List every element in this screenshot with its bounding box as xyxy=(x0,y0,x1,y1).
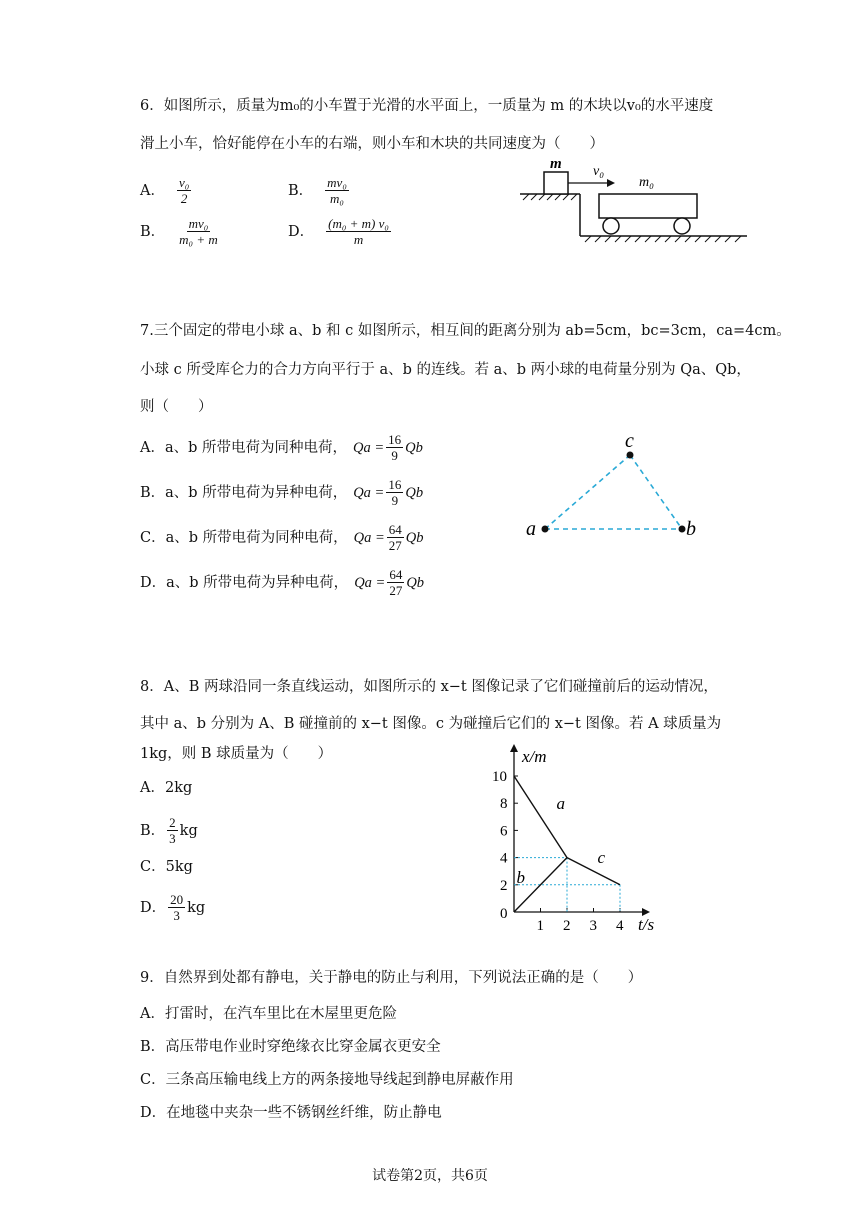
series-label-a: a xyxy=(556,793,565,813)
y-axis-label: x/m xyxy=(522,747,547,766)
fraction: $\frac{20}{3}$ xyxy=(170,892,184,923)
q6-option-a[interactable] xyxy=(140,175,193,206)
q7-option-d[interactable] xyxy=(140,567,424,598)
ball-a xyxy=(542,526,549,533)
fraction: $\frac{64}{27}$ xyxy=(389,567,403,598)
formula-rhs: Qb xyxy=(406,574,425,591)
velocity-label: v₀ xyxy=(593,164,605,179)
fraction: $\frac{\text{(m₀ + m) v₀}}{m}$ xyxy=(328,216,389,247)
q9-option-b[interactable]: B．高压带电作业时穿绝缘衣比穿金属衣更安全 xyxy=(140,1039,441,1055)
page-footer: 试卷第2页，共6页 xyxy=(372,1168,488,1184)
option-label: B． xyxy=(140,223,166,240)
arrow-head xyxy=(607,179,615,187)
option-text: a、b 所带电荷为同种电荷， xyxy=(165,529,348,546)
y-tick-label: 8 xyxy=(500,796,508,813)
cart-wheel-left xyxy=(603,218,619,234)
block xyxy=(544,172,568,194)
option-label: A． xyxy=(140,439,165,456)
origin-label: 0 xyxy=(500,906,508,922)
unit: kg xyxy=(187,899,206,916)
option-label: B． xyxy=(140,822,166,839)
series-line-c xyxy=(567,858,620,885)
q9-stem-line1: 9．自然界到处都有静电，关于静电的防止与利用，下列说法正确的是（ ） xyxy=(140,970,643,986)
x-tick-label: 4 xyxy=(616,918,624,934)
fraction: $\frac{\text{mv₀}}{\text{m₀ + m}}$ xyxy=(179,216,218,247)
fraction: $\frac{2}{3}$ xyxy=(169,815,176,846)
formula-rhs: Qb xyxy=(405,439,423,456)
ground-hatching xyxy=(585,236,741,242)
option-label: D． xyxy=(140,899,167,916)
q7-stem-line1: 7.三个固定的带电小球 a、b 和 c 如图所示，相互间的距离分别为 ab=5cm，bc=3cm，ca=4cm。 xyxy=(140,323,791,339)
cart-label: m₀ xyxy=(639,175,654,190)
option-label: A． xyxy=(140,182,165,199)
q6-stem-line2: 滑上小车，恰好能停在小车的右端，则小车和木块的共同速度为（ ） xyxy=(140,136,604,152)
cart-body xyxy=(599,194,697,218)
series-label-b: b xyxy=(516,867,525,887)
q8-option-d[interactable] xyxy=(140,892,205,923)
formula-lhs: Qa = xyxy=(353,439,385,456)
option-label: D． xyxy=(288,223,315,240)
q6-option-c[interactable] xyxy=(140,216,222,247)
formula-rhs: Qb xyxy=(405,529,424,546)
x-tick-label: 2 xyxy=(563,918,571,934)
q9-option-a[interactable]: A．打雷时，在汽车里比在木屋里更危险 xyxy=(140,1006,397,1022)
formula-lhs: Qa = xyxy=(353,484,385,501)
option-label: B． xyxy=(288,182,314,199)
edge-ac xyxy=(545,455,630,529)
option-label: C． xyxy=(140,529,166,546)
ledge-hatching xyxy=(523,194,577,200)
series-label-c: c xyxy=(597,848,606,868)
fraction: $\frac{64}{27}$ xyxy=(388,522,402,553)
q6-option-d[interactable] xyxy=(288,216,393,247)
edge-cb xyxy=(630,455,682,529)
option-label: B． xyxy=(140,484,166,501)
option-label: C． xyxy=(140,859,166,875)
q6-cart-figure xyxy=(515,150,755,250)
y-tick-label: 6 xyxy=(500,823,508,840)
option-text: a、b 所带电荷为异种电荷， xyxy=(165,484,348,501)
fraction: $\frac{\text{v₀}}{2}$ xyxy=(178,175,190,206)
label-c: c xyxy=(625,430,634,452)
q8-option-c[interactable] xyxy=(140,857,193,877)
fraction: $\frac{16}{9}$ xyxy=(388,477,402,508)
y-axis-arrow xyxy=(510,744,518,752)
q7-option-b[interactable] xyxy=(140,477,423,508)
y-tick-label: 2 xyxy=(500,877,508,894)
formula-rhs: Qb xyxy=(405,484,424,501)
option-text: 2kg xyxy=(164,780,193,796)
q8-stem-line3: 1kg，则 B 球质量为（ ） xyxy=(140,746,333,762)
q7-option-a[interactable] xyxy=(140,432,423,463)
q8-option-a[interactable] xyxy=(140,778,192,798)
cart-wheel-right xyxy=(674,218,690,234)
label-b: b xyxy=(686,518,696,540)
q8-stem-line1: 8．A、B 两球沿同一条直线运动，如图所示的 x−t 图像记录了它们碰撞前后的运动情况， xyxy=(140,679,718,695)
option-text: 5kg xyxy=(165,859,193,875)
q8-stem-line2: 其中 a、b 分别为 A、B 碰撞前的 x−t 图像。c 为碰撞后它们的 x−t 图像。若 A 球质量为 xyxy=(140,716,722,732)
series-line-a xyxy=(514,776,567,858)
q9-option-c[interactable]: C．三条高压输电线上方的两条接地导线起到静电屏蔽作用 xyxy=(140,1072,514,1088)
label-a: a xyxy=(526,518,536,540)
x-axis-label: t/s xyxy=(638,915,655,934)
q8-option-b[interactable] xyxy=(140,815,198,846)
ball-b xyxy=(679,526,686,533)
block-label: m xyxy=(550,156,562,172)
y-tick-label: 4 xyxy=(500,850,508,867)
x-tick-label: 3 xyxy=(589,918,597,934)
option-text: a、b 所带电荷为异种电荷， xyxy=(166,574,349,591)
q7-triangle-figure xyxy=(520,425,710,545)
fraction: $\frac{16}{9}$ xyxy=(388,432,402,463)
option-label: A． xyxy=(140,780,165,796)
q6-stem-line1: 6．如图所示，质量为m₀的小车置于光滑的水平面上，一质量为 m 的木块以v₀的水平速度 xyxy=(140,98,714,114)
q8-xt-chart xyxy=(490,740,710,935)
option-label: D． xyxy=(140,574,167,591)
q7-stem-line2: 小球 c 所受库仑力的合力方向平行于 a、b 的连线。若 a、b 两小球的电荷量分别为 Qa、Qb， xyxy=(140,362,751,378)
q7-option-c[interactable] xyxy=(140,522,424,553)
ball-c xyxy=(627,452,634,459)
formula-lhs: Qa = xyxy=(354,574,386,591)
q6-option-b[interactable] xyxy=(288,175,351,206)
q9-option-d[interactable]: D．在地毯中夹杂一些不锈钢丝纤维，防止静电 xyxy=(140,1105,442,1121)
option-text: a、b 所带电荷为同种电荷， xyxy=(164,439,348,456)
y-tick-label: 10 xyxy=(492,769,507,785)
fraction: $\frac{\text{mv₀}}{\text{m₀}}$ xyxy=(327,175,347,206)
x-tick-label: 1 xyxy=(536,918,544,934)
q7-stem-line3: 则（ ） xyxy=(140,399,213,415)
unit: kg xyxy=(179,822,198,839)
formula-lhs: Qa = xyxy=(353,529,385,546)
